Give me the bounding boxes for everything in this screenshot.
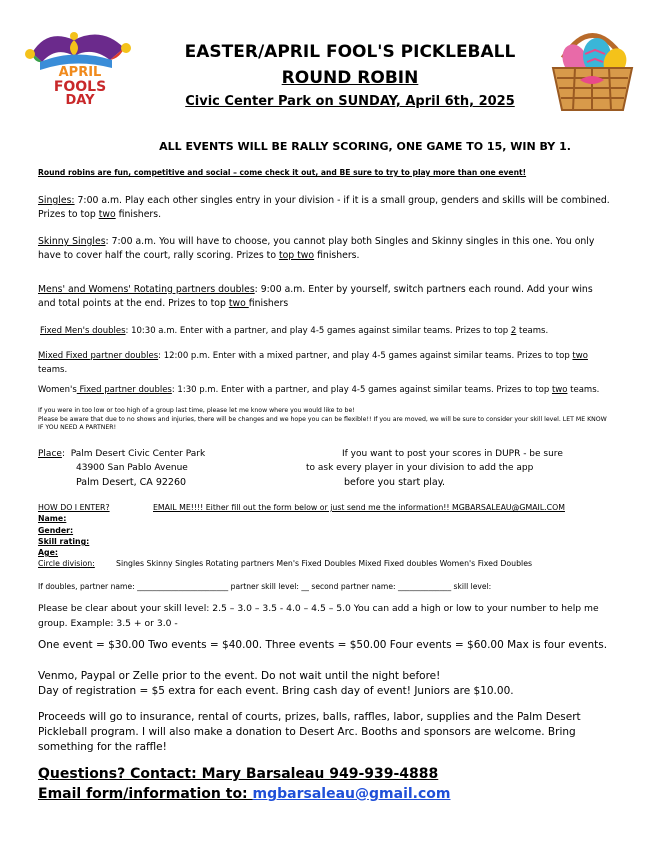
- dupr-line-3: before you start play.: [344, 477, 445, 488]
- intro-text: Round robins are fun, competitive and social – come check it out, and BE sure to try to play more than one event!: [38, 168, 527, 177]
- place-line-2: 43900 San Pablo Avenue: [76, 463, 188, 473]
- easter-basket-image: [545, 18, 640, 118]
- rotating-label: Mens' and Womens' Rotating partners doubles: [38, 284, 255, 295]
- singles-two: two: [98, 209, 116, 220]
- women-label: Fixed partner doubles: [76, 385, 172, 395]
- skinny-two: top two: [278, 250, 315, 261]
- logo-april: APRIL: [58, 65, 102, 80]
- mixed-label: Mixed Fixed partner doubles: [38, 351, 159, 361]
- form-age: Age:: [38, 548, 59, 557]
- skill-note: Please be clear about your skill level: 2.5 – 3.0 – 3.5 - 4.0 – 4.5 – 5.0 You can add a high or low to your number to help me group. Example: 3.5 + or 3.0 -: [38, 603, 599, 629]
- skinny-text: : 7:00 a.m. You will have to choose, you cannot play both Singles and Skinny singles in this one. You only have to cover half the court, rally scoring. Prizes to: [38, 236, 595, 261]
- event-singles: [38, 194, 610, 222]
- women-two: two: [551, 385, 568, 395]
- place-line-3: Palm Desert, CA 92260: [76, 477, 187, 488]
- email-form-line: [38, 786, 451, 802]
- event-mixed-fixed: [38, 349, 610, 377]
- skinny-label: Skinny Singles: [38, 236, 106, 247]
- event-rotating-doubles: [38, 283, 610, 311]
- proceeds-text: Proceeds will go to insurance, rental of courts, prizes, balls, raffles, labor, supplies and the Palm Desert Pickleball program. I will also make a donation to Desert Arc. Booths and sponsors are welcome. Bring something for the raffle!: [38, 711, 581, 753]
- logo-day: DAY: [65, 93, 95, 108]
- notice-flexible: Please be aware that due to no shows and injuries, there will be changes and we hope you can be flexible!! If you are moved, we will be sure to consider your skill level. LET ME KNOW IF YOU NEED A PARTNER!: [38, 416, 607, 431]
- email-me-line: EMAIL ME!!!! Either fill out the form below or just send me the information!! MGBARSALEAU@GMAIL.COM: [153, 503, 565, 512]
- rotating-text: : 9:00 a.m. Enter by yourself, switch partners each round. Add your wins and total points at the end. Prizes to top: [38, 284, 593, 309]
- how-to-enter: HOW DO I ENTER?: [38, 503, 110, 512]
- fixedmen-text: : 10:30 a.m. Enter with a partner, and play 4-5 games against similar teams. Prizes to top: [125, 326, 511, 336]
- pricing-line-2: Venmo, Paypal or Zelle prior to the event. Do not wait until the night before!: [38, 670, 441, 682]
- event-womens-fixed: [38, 383, 610, 397]
- form-skill-rating: Skill rating:: [38, 537, 90, 546]
- mixed-end: teams.: [38, 365, 68, 375]
- women-text: : 1:30 p.m. Enter with a partner, and play 4-5 games against similar teams. Prizes to top: [171, 385, 552, 395]
- event-skinny-singles: [38, 235, 610, 263]
- fixedmen-two: 2: [510, 326, 517, 336]
- place-label-line: Place: Palm Desert Civic Center Park: [38, 449, 206, 459]
- dupr-line-2: to ask every player in your division to add the app: [306, 463, 534, 473]
- rotating-two: two: [228, 298, 249, 309]
- title-line-2: ROUND ROBIN: [281, 68, 419, 88]
- women-end: teams.: [567, 385, 600, 395]
- pricing-line-1: One event = $30.00 Two events = $40.00. Three events = $50.00 Four events = $60.00 Max is four events.: [38, 639, 608, 651]
- dupr-line-1: If you want to post your scores in DUPR - be sure: [342, 449, 563, 459]
- mixed-two: two: [572, 351, 588, 361]
- fixedmen-label: Fixed Men's doubles: [40, 326, 126, 336]
- event-fixed-mens: [38, 324, 612, 338]
- questions-contact: Questions? Contact: Mary Barsaleau 949-939-4888: [38, 766, 439, 782]
- fixedmen-end: teams.: [516, 326, 549, 336]
- notice-group: If you were in too low or too high of a group last time, please let me know where you would like to be!: [38, 407, 355, 414]
- singles-end: finishers.: [115, 209, 162, 220]
- form-name: Name:: [38, 514, 67, 523]
- subtitle-location-date: Civic Center Park on SUNDAY, April 6th, 2025: [185, 94, 515, 109]
- form-circle-division: Circle division:: [38, 559, 95, 568]
- mixed-text: : 12:00 p.m. Enter with a mixed partner, and play 4-5 games against similar teams. Prizes to top: [158, 351, 573, 361]
- pricing-line-3: Day of registration = $5 extra for each event. Bring cash day of event! Juniors are $10.00.: [38, 685, 514, 697]
- title-line-1: EASTER/APRIL FOOL'S PICKLEBALL: [184, 42, 516, 62]
- division-options: Singles Skinny Singles Rotating partners Men's Fixed Doubles Mixed Fixed doubles Women's Fixed Doubles: [116, 559, 533, 568]
- women-pre: Women's: [38, 385, 77, 395]
- place-line-1: Palm Desert Civic Center Park: [70, 449, 206, 459]
- form-gender: Gender:: [38, 526, 74, 535]
- place-label: Place: [38, 449, 62, 459]
- singles-label: Singles:: [38, 195, 75, 206]
- partner-fields: If doubles, partner name: ________________________ partner skill level: __ second partner name: ______________ skill level:: [38, 582, 492, 591]
- rotating-end: finishers: [248, 298, 289, 309]
- singles-text: 7:00 a.m. Play each other singles entry in your division - if it is a small group, genders and skills will be combined. Prizes to top: [38, 195, 610, 220]
- skinny-end: finishers.: [314, 250, 360, 261]
- logo-text: [40, 66, 120, 108]
- email-link[interactable]: mgbarsaleau@gmail.com: [252, 786, 451, 802]
- rally-scoring-banner: ALL EVENTS WILL BE RALLY SCORING, ONE GAME TO 15, WIN BY 1.: [159, 140, 571, 153]
- email-label: Email form/information to:: [38, 786, 253, 802]
- logo-fools: FOOLS: [53, 79, 107, 95]
